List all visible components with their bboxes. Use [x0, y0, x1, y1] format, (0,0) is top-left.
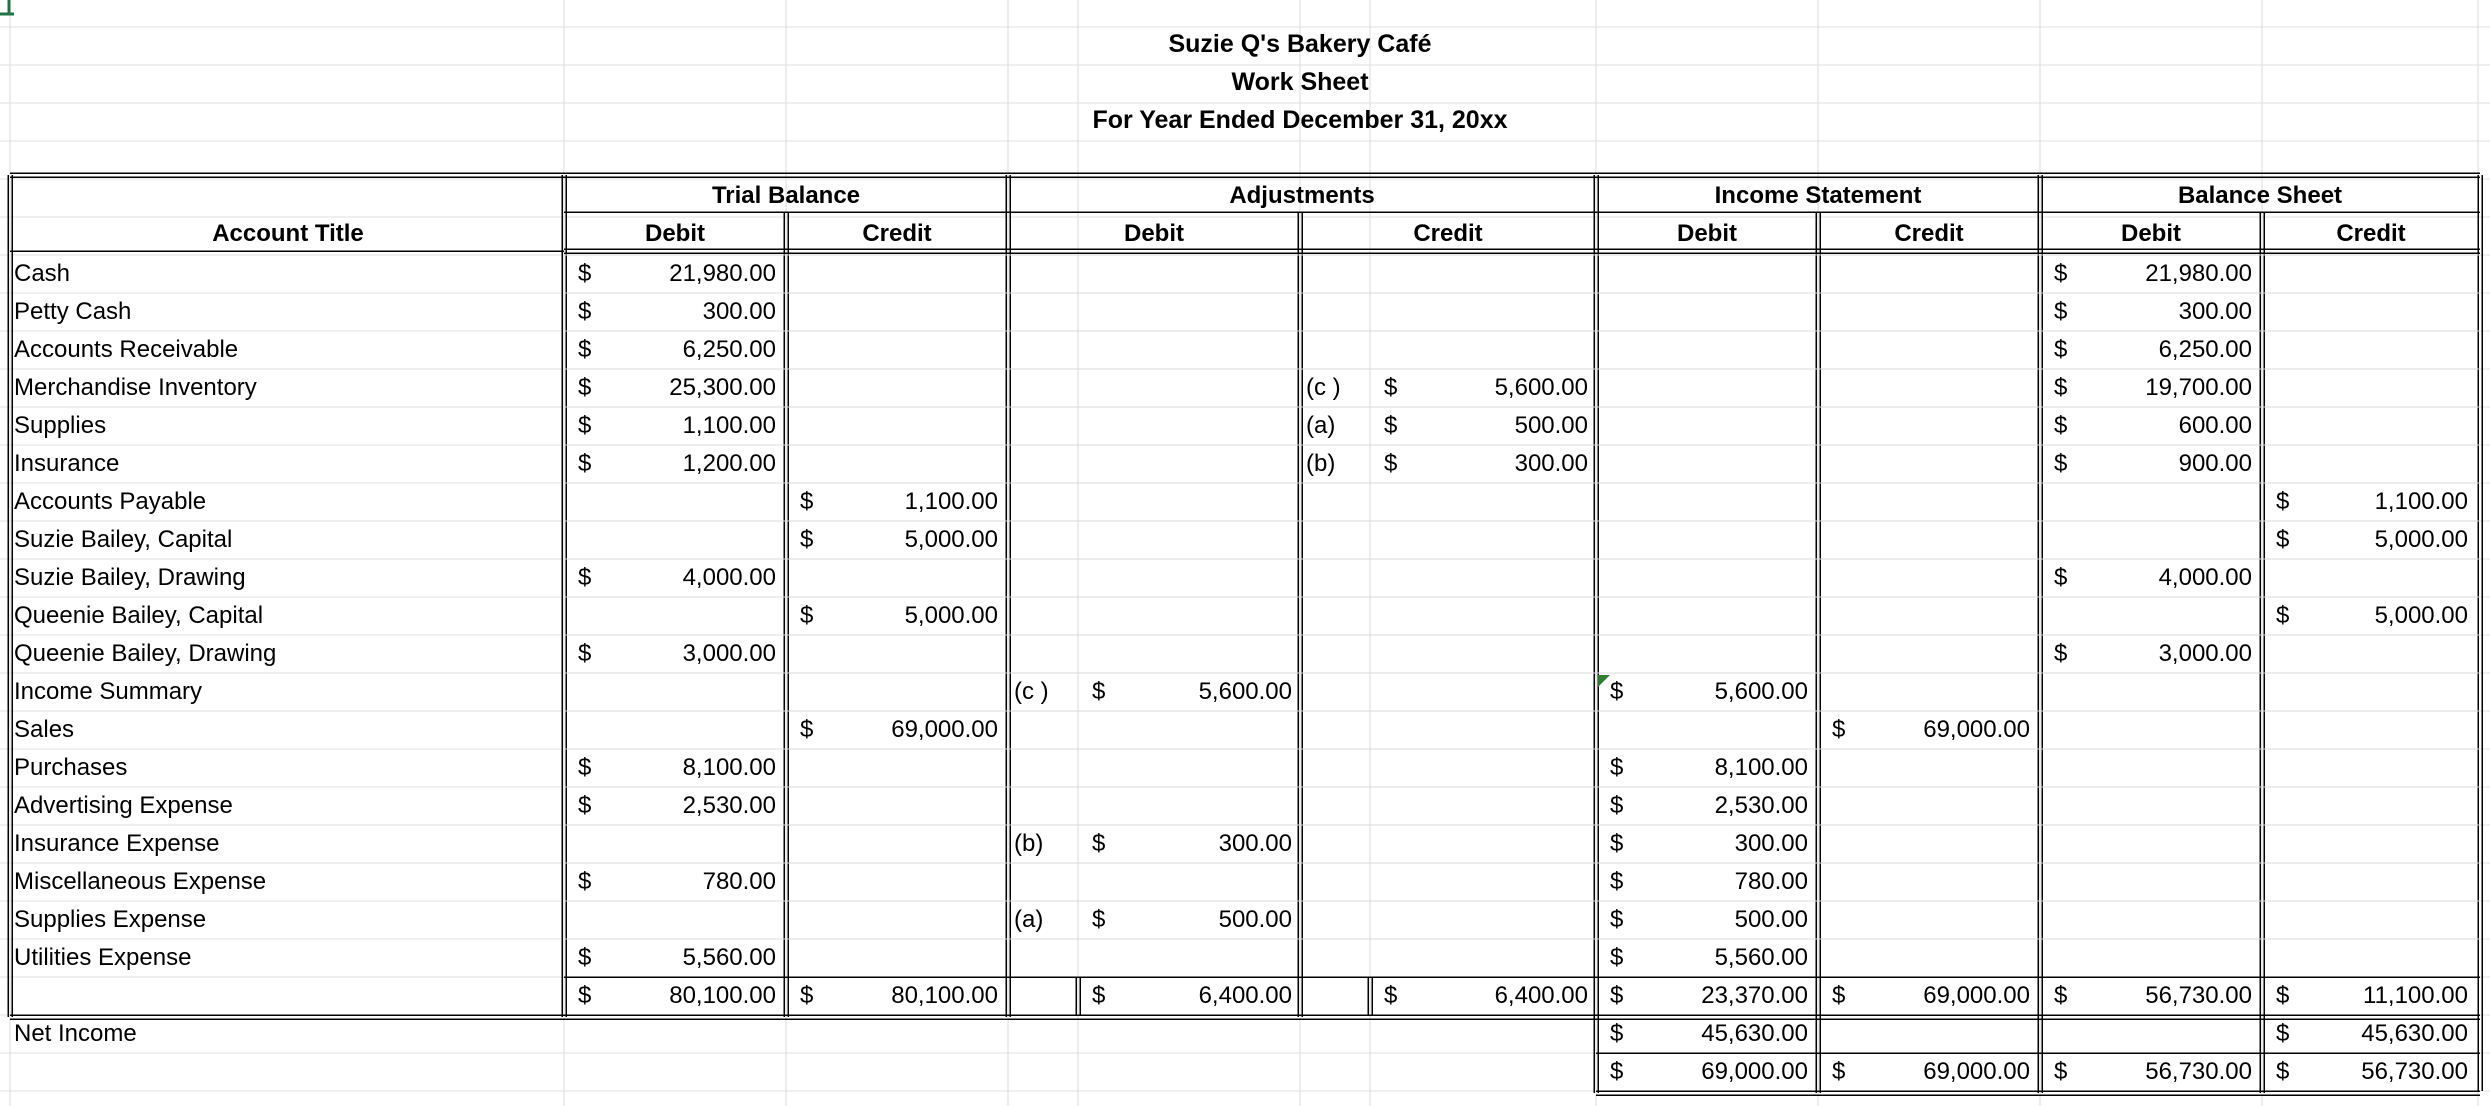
total-bs-debit[interactable]: 56,730.00 — [2145, 982, 2252, 1009]
adj-credit-cell-currency[interactable]: $ — [1384, 412, 1398, 439]
account-title-cell[interactable]: Merchandise Inventory — [14, 374, 257, 401]
net-income-bs-credit-currency[interactable]: $ — [2276, 1020, 2290, 1047]
total-tb-credit-currency[interactable]: $ — [800, 982, 814, 1009]
adj-credit-cell-ref[interactable]: (a) — [1306, 412, 1336, 439]
tb-credit-cell[interactable]: 1,100.00 — [904, 488, 998, 515]
net-income-is-debit-currency[interactable]: $ — [1610, 1020, 1624, 1047]
total-adj-debit-currency[interactable]: $ — [1092, 982, 1106, 1009]
account-title-cell[interactable]: Sales — [14, 716, 75, 743]
final-total-bs-credit[interactable]: 56,730.00 — [2361, 1058, 2468, 1085]
bs-debit-cell-currency[interactable]: $ — [2054, 260, 2068, 287]
tb-credit-cell-currency[interactable]: $ — [800, 488, 814, 515]
tb-debit-cell[interactable]: 25,300.00 — [669, 374, 776, 401]
net-income-bs-credit[interactable]: 45,630.00 — [2361, 1020, 2468, 1047]
is-credit-cell[interactable]: 69,000.00 — [1923, 716, 2030, 743]
is-debit-cell-currency[interactable]: $ — [1610, 678, 1624, 705]
tb-debit-cell-currency[interactable]: $ — [578, 792, 592, 819]
tb-debit-cell-currency[interactable]: $ — [578, 298, 592, 325]
tb-credit-cell-currency[interactable]: $ — [800, 716, 814, 743]
adj-credit-cell-ref[interactable]: (b) — [1306, 450, 1336, 477]
header-credit[interactable]: Credit — [2336, 220, 2406, 247]
account-title-cell[interactable]: Accounts Receivable — [14, 336, 239, 363]
tb-debit-cell-currency[interactable]: $ — [578, 640, 592, 667]
tb-credit-cell[interactable]: 5,000.00 — [904, 602, 998, 629]
adj-debit-cell-currency[interactable]: $ — [1092, 830, 1106, 857]
adj-debit-cell[interactable]: 300.00 — [1218, 830, 1292, 857]
header-account-title[interactable]: Account Title — [212, 220, 364, 247]
bs-debit-cell-currency[interactable]: $ — [2054, 640, 2068, 667]
is-debit-cell[interactable]: 8,100.00 — [1714, 754, 1808, 781]
tb-debit-cell[interactable]: 8,100.00 — [682, 754, 776, 781]
account-title-cell[interactable]: Advertising Expense — [14, 792, 233, 819]
account-title-cell[interactable]: Miscellaneous Expense — [14, 868, 267, 895]
tb-debit-cell[interactable]: 6,250.00 — [682, 336, 776, 363]
header-debit[interactable]: Debit — [1677, 220, 1737, 247]
bs-debit-cell[interactable]: 600.00 — [2178, 412, 2252, 439]
bs-credit-cell[interactable]: 5,000.00 — [2374, 526, 2468, 553]
account-title-cell[interactable]: Suzie Bailey, Capital — [14, 526, 233, 553]
tb-debit-cell[interactable]: 3,000.00 — [682, 640, 776, 667]
adj-debit-cell[interactable]: 500.00 — [1218, 906, 1292, 933]
worksheet-period-title[interactable]: For Year Ended December 31, 20xx — [1092, 106, 1508, 134]
tb-debit-cell[interactable]: 21,980.00 — [669, 260, 776, 287]
bs-debit-cell-currency[interactable]: $ — [2054, 374, 2068, 401]
final-total-is-credit[interactable]: 69,000.00 — [1923, 1058, 2030, 1085]
is-debit-cell[interactable]: 2,530.00 — [1714, 792, 1808, 819]
is-debit-cell-currency[interactable]: $ — [1610, 792, 1624, 819]
is-debit-cell-currency[interactable]: $ — [1610, 754, 1624, 781]
bs-credit-cell[interactable]: 5,000.00 — [2374, 602, 2468, 629]
total-is-credit[interactable]: 69,000.00 — [1923, 982, 2030, 1009]
total-bs-debit-currency[interactable]: $ — [2054, 982, 2068, 1009]
account-title-cell[interactable]: Petty Cash — [14, 298, 132, 325]
final-total-bs-credit-currency[interactable]: $ — [2276, 1058, 2290, 1085]
bs-credit-cell[interactable]: 1,100.00 — [2374, 488, 2468, 515]
bs-debit-cell[interactable]: 3,000.00 — [2158, 640, 2252, 667]
bs-debit-cell[interactable]: 4,000.00 — [2158, 564, 2252, 591]
bs-debit-cell[interactable]: 21,980.00 — [2145, 260, 2252, 287]
adj-credit-cell[interactable]: 500.00 — [1514, 412, 1588, 439]
final-total-is-debit-currency[interactable]: $ — [1610, 1058, 1624, 1085]
adj-credit-cell-currency[interactable]: $ — [1384, 450, 1398, 477]
final-total-bs-debit[interactable]: 56,730.00 — [2145, 1058, 2252, 1085]
total-is-debit-currency[interactable]: $ — [1610, 982, 1624, 1009]
bs-debit-cell-currency[interactable]: $ — [2054, 336, 2068, 363]
tb-credit-cell[interactable]: 5,000.00 — [904, 526, 998, 553]
is-debit-cell-currency[interactable]: $ — [1610, 830, 1624, 857]
header-credit[interactable]: Credit — [1413, 220, 1483, 247]
tb-debit-cell-currency[interactable]: $ — [578, 450, 592, 477]
tb-debit-cell[interactable]: 5,560.00 — [682, 944, 776, 971]
tb-debit-cell-currency[interactable]: $ — [578, 260, 592, 287]
account-title-cell[interactable]: Supplies — [14, 412, 107, 439]
tb-debit-cell[interactable]: 1,200.00 — [682, 450, 776, 477]
total-bs-credit[interactable]: 11,100.00 — [2363, 982, 2468, 1009]
adj-credit-cell-currency[interactable]: $ — [1384, 374, 1398, 401]
account-title-cell[interactable]: Queenie Bailey, Capital — [14, 602, 264, 629]
header-credit[interactable]: Credit — [1894, 220, 1964, 247]
tb-credit-cell-currency[interactable]: $ — [800, 526, 814, 553]
header-debit[interactable]: Debit — [645, 220, 705, 247]
tb-debit-cell[interactable]: 300.00 — [702, 298, 776, 325]
bs-credit-cell-currency[interactable]: $ — [2276, 488, 2290, 515]
account-title-cell[interactable]: Insurance Expense — [14, 830, 220, 857]
bs-debit-cell-currency[interactable]: $ — [2054, 564, 2068, 591]
net-income-is-debit[interactable]: 45,630.00 — [1701, 1020, 1808, 1047]
is-debit-cell[interactable]: 5,560.00 — [1714, 944, 1808, 971]
tb-debit-cell-currency[interactable]: $ — [578, 868, 592, 895]
is-debit-cell[interactable]: 300.00 — [1734, 830, 1808, 857]
bs-debit-cell-currency[interactable]: $ — [2054, 298, 2068, 325]
final-total-is-debit[interactable]: 69,000.00 — [1701, 1058, 1808, 1085]
account-title-cell[interactable]: Insurance — [14, 450, 120, 477]
tb-debit-cell[interactable]: 780.00 — [702, 868, 776, 895]
total-adj-credit-currency[interactable]: $ — [1384, 982, 1398, 1009]
account-title-cell[interactable]: Utilities Expense — [14, 944, 192, 971]
header-debit[interactable]: Debit — [2121, 220, 2181, 247]
tb-debit-cell-currency[interactable]: $ — [578, 374, 592, 401]
net-income-label[interactable]: Net Income — [14, 1020, 137, 1047]
worksheet-company-title[interactable]: Suzie Q's Bakery Café — [1168, 30, 1432, 58]
is-debit-cell-currency[interactable]: $ — [1610, 906, 1624, 933]
adj-credit-cell[interactable]: 300.00 — [1514, 450, 1588, 477]
bs-debit-cell[interactable]: 19,700.00 — [2145, 374, 2252, 401]
tb-debit-cell[interactable]: 4,000.00 — [682, 564, 776, 591]
bs-debit-cell-currency[interactable]: $ — [2054, 450, 2068, 477]
total-adj-credit[interactable]: 6,400.00 — [1494, 982, 1588, 1009]
adj-credit-cell[interactable]: 5,600.00 — [1494, 374, 1588, 401]
header-income-statement[interactable]: Income Statement — [1714, 182, 1922, 209]
header-adjustments[interactable]: Adjustments — [1229, 182, 1375, 209]
final-total-is-credit-currency[interactable]: $ — [1832, 1058, 1846, 1085]
account-title-cell[interactable]: Purchases — [14, 754, 128, 781]
tb-credit-cell-currency[interactable]: $ — [800, 602, 814, 629]
is-credit-cell-currency[interactable]: $ — [1832, 716, 1846, 743]
total-tb-debit-currency[interactable]: $ — [578, 982, 592, 1009]
final-total-bs-debit-currency[interactable]: $ — [2054, 1058, 2068, 1085]
total-bs-credit-currency[interactable]: $ — [2276, 982, 2290, 1009]
adj-credit-cell-ref[interactable]: (c ) — [1306, 374, 1341, 401]
is-debit-cell[interactable]: 780.00 — [1734, 868, 1808, 895]
total-tb-debit[interactable]: 80,100.00 — [669, 982, 776, 1009]
account-title-cell[interactable]: Supplies Expense — [14, 906, 207, 933]
adj-debit-cell-currency[interactable]: $ — [1092, 906, 1106, 933]
tb-credit-cell[interactable]: 69,000.00 — [891, 716, 998, 743]
is-debit-cell-currency[interactable]: $ — [1610, 944, 1624, 971]
total-is-debit[interactable]: 23,370.00 — [1701, 982, 1808, 1009]
bs-debit-cell[interactable]: 900.00 — [2178, 450, 2252, 477]
header-credit[interactable]: Credit — [862, 220, 932, 247]
account-title-cell[interactable]: Income Summary — [14, 678, 203, 705]
tb-debit-cell[interactable]: 1,100.00 — [682, 412, 776, 439]
bs-debit-cell[interactable]: 300.00 — [2178, 298, 2252, 325]
error-indicator-icon — [1598, 675, 1610, 687]
tb-debit-cell-currency[interactable]: $ — [578, 412, 592, 439]
is-debit-cell[interactable]: 5,600.00 — [1714, 678, 1808, 705]
tb-debit-cell[interactable]: 2,530.00 — [682, 792, 776, 819]
account-title-cell[interactable]: Accounts Payable — [14, 488, 207, 515]
adj-debit-cell-ref[interactable]: (c ) — [1014, 678, 1049, 705]
tb-debit-cell-currency[interactable]: $ — [578, 944, 592, 971]
bs-debit-cell-currency[interactable]: $ — [2054, 412, 2068, 439]
header-debit[interactable]: Debit — [1124, 220, 1184, 247]
adj-debit-cell-ref[interactable]: (b) — [1014, 830, 1044, 857]
total-is-credit-currency[interactable]: $ — [1832, 982, 1846, 1009]
tb-debit-cell-currency[interactable]: $ — [578, 754, 592, 781]
account-title-cell[interactable]: Suzie Bailey, Drawing — [14, 564, 246, 591]
adj-debit-cell[interactable]: 5,600.00 — [1198, 678, 1292, 705]
adj-debit-cell-ref[interactable]: (a) — [1014, 906, 1044, 933]
is-debit-cell-currency[interactable]: $ — [1610, 868, 1624, 895]
header-trial-balance[interactable]: Trial Balance — [711, 182, 861, 209]
bs-debit-cell[interactable]: 6,250.00 — [2158, 336, 2252, 363]
total-adj-debit[interactable]: 6,400.00 — [1198, 982, 1292, 1009]
bs-credit-cell-currency[interactable]: $ — [2276, 602, 2290, 629]
is-debit-cell[interactable]: 500.00 — [1734, 906, 1808, 933]
worksheet-name-title[interactable]: Work Sheet — [1231, 68, 1369, 96]
adj-debit-cell-currency[interactable]: $ — [1092, 678, 1106, 705]
bs-credit-cell-currency[interactable]: $ — [2276, 526, 2290, 553]
account-title-cell[interactable]: Queenie Bailey, Drawing — [14, 640, 277, 667]
tb-debit-cell-currency[interactable]: $ — [578, 564, 592, 591]
header-balance-sheet[interactable]: Balance Sheet — [2177, 182, 2343, 209]
tb-debit-cell-currency[interactable]: $ — [578, 336, 592, 363]
total-tb-credit[interactable]: 80,100.00 — [891, 982, 998, 1009]
account-title-cell[interactable]: Cash — [14, 260, 71, 287]
